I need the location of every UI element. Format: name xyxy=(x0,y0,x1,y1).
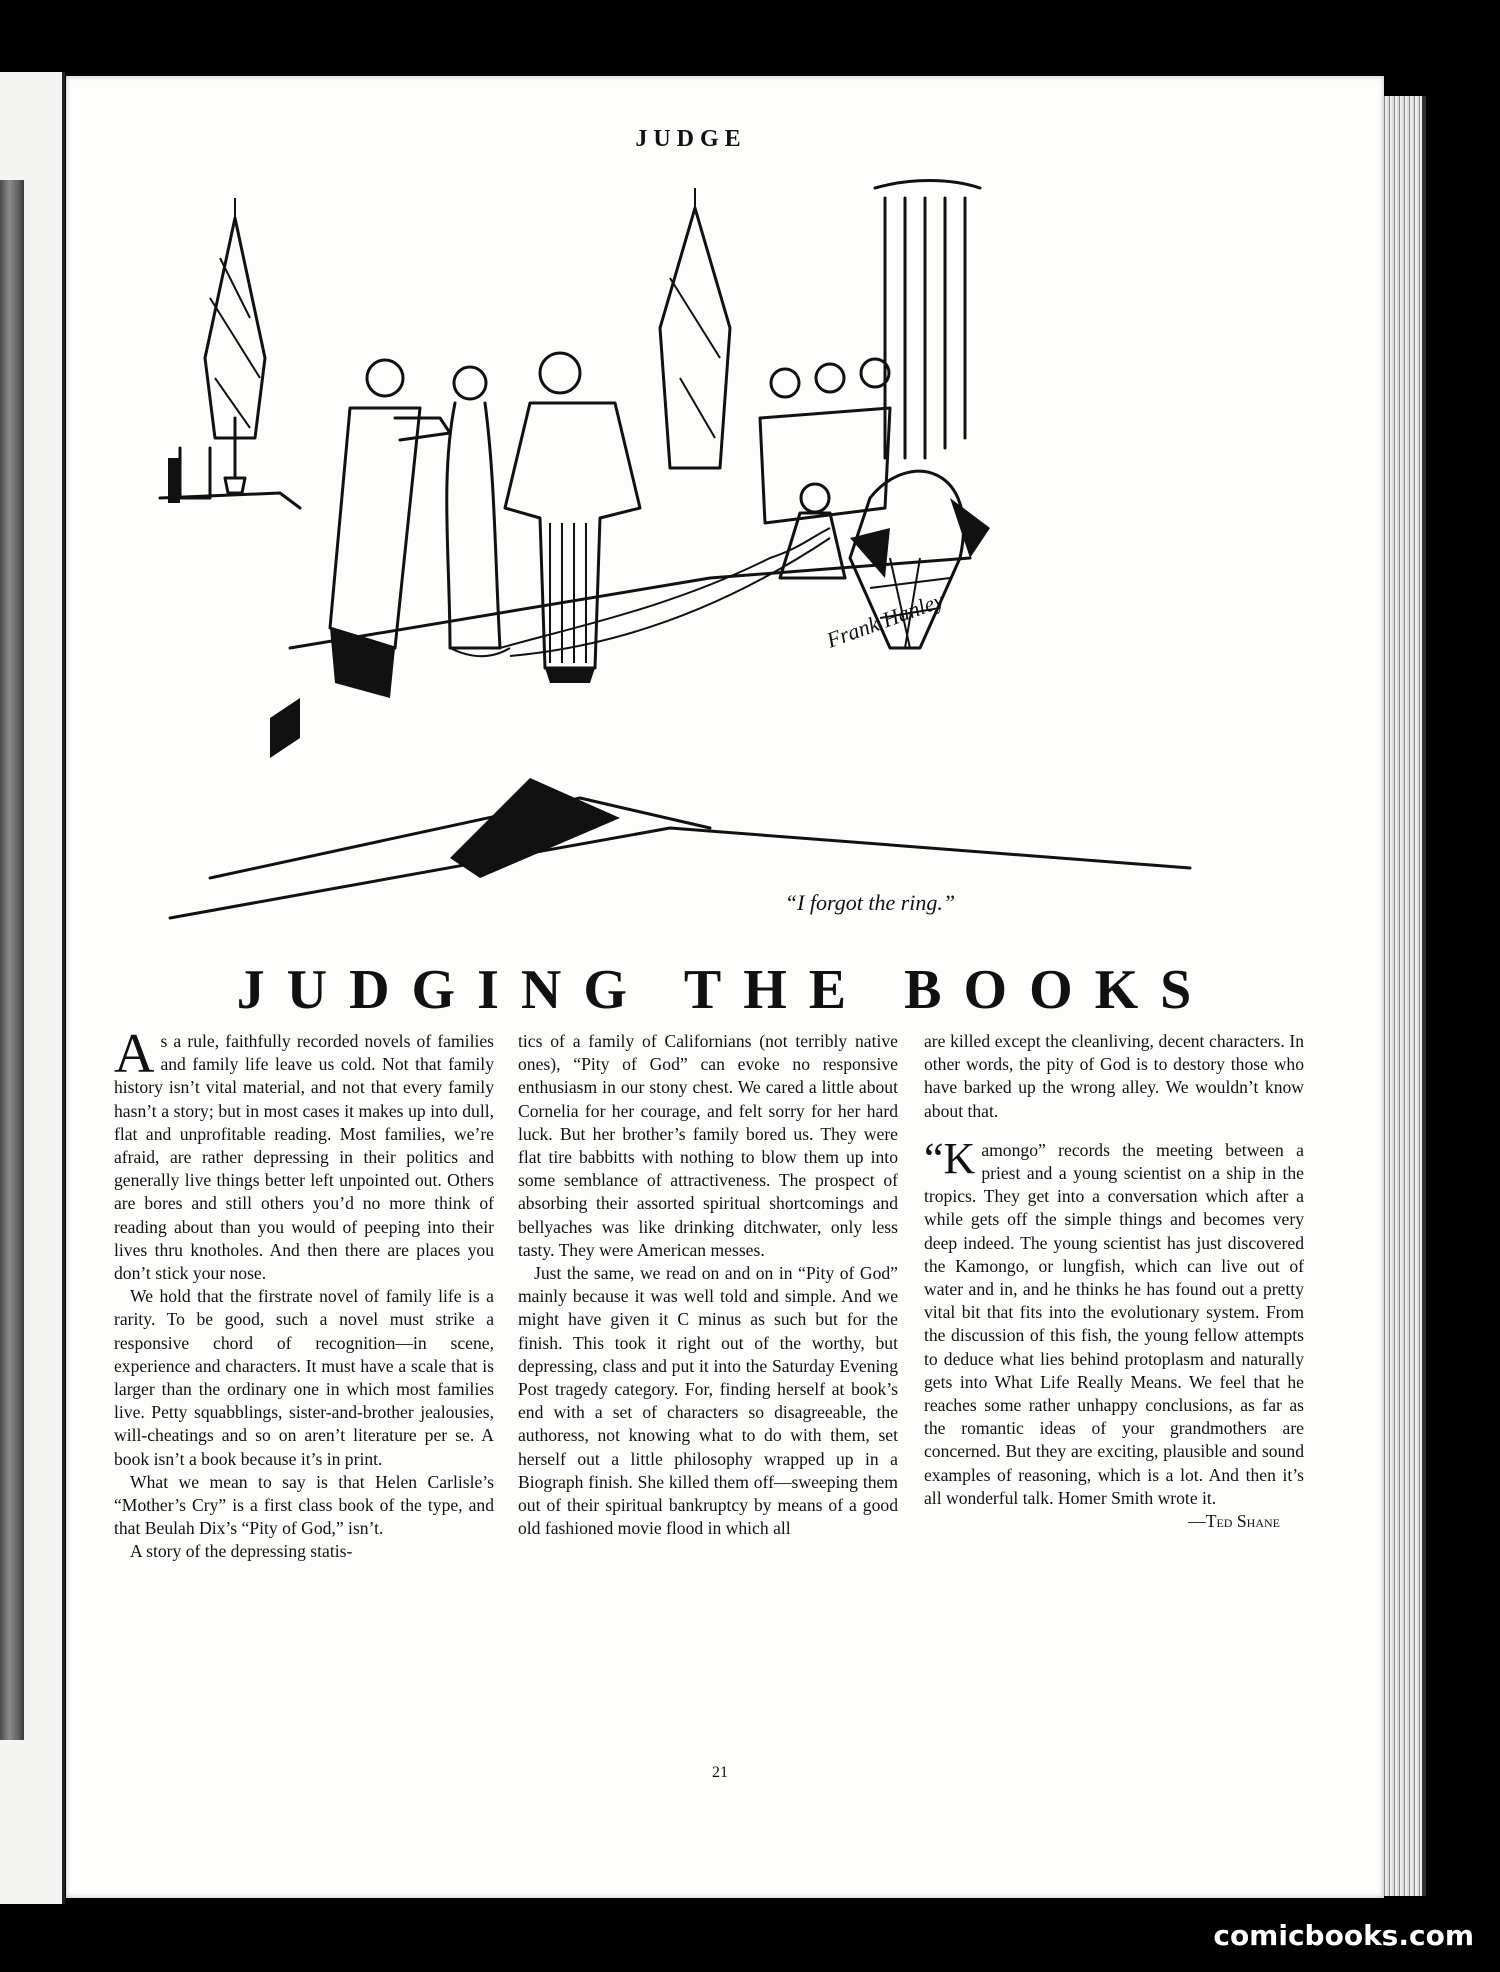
paragraph-text: s a rule, faithfully recorded novels of families and family life leave us cold. Not that family history isn’t vital material, and not that every family hasn’t a story; but in most cases it makes up into dull, flat and unprofitable reading. Most families, we’re afraid, are rather depressing in their politics and generally live things better left unpointed out. Others are bores and still others you’d no more think of reading about than you would of peeping into their lives thru knotholes. And then there are places you don’t stick your nose. xyxy=(114,1031,494,1284)
article-column-3 xyxy=(924,1030,1304,1533)
artist-signature: Frank Hanley xyxy=(823,587,948,653)
byline: —Ted Shane xyxy=(1188,1511,1280,1532)
article-column-1 xyxy=(114,1023,494,1564)
paragraph: tics of a family of Californians (not terribly native ones), “Pity of God” can evoke no responsive enthusiasm in our stony chest. We cared a little about Cornelia for her courage, and felt sorry for her hard luck. But her brother’s family bored us. They were flat tire babbitts with nothing to blow them up into some semblance of attractiveness. The prospect of absorbing their assorted spiritual shortcomings and bellyaches was like drinking ditchwater, only less tasty. They were American messes. xyxy=(518,1031,898,1260)
article-column-2 xyxy=(518,1030,898,1540)
groom-figure xyxy=(505,353,640,683)
altar-platform xyxy=(170,558,1190,918)
page-stack-edge xyxy=(1382,96,1426,1896)
site-watermark: comicbooks.com xyxy=(1213,1919,1474,1952)
wedding-cartoon xyxy=(150,178,1260,950)
running-head: JUDGE xyxy=(635,126,747,152)
paragraph: A story of the depressing statis- xyxy=(130,1541,353,1562)
article-title: JUDGING THE BOOKS xyxy=(236,959,1214,1021)
paragraph: What we mean to say is that Helen Carlisle’s “Mother’s Cry” is a first class book of the type, and that Beulah Dix’s “Pity of God,” isn’t. xyxy=(114,1471,494,1539)
facing-page-photo xyxy=(0,180,24,1740)
right-stained-glass-window xyxy=(660,188,730,468)
paragraph-text: amongo” records the meeting between a priest and a young scientist on a ship in the tropics. They get into a conversation which after a while gets off the simple things and becomes very deep indeed. The young scientist has just discovered the Kamongo, or lungfish, which can live out of water and in, and he thinks he has found out a pretty vital bit that fits into the evolutionary system. From the discussion of this fish, the young fellow attempts to deduce what lies behind protoplasm and naturally gets into What Life Really Means. We feel that he reaches some rather unhappy conclusions, as far as the romantic ideas of your grandmothers are concerned. But they are exciting, plausible and sound examples of reasoning, which is a lot. And then it’s all wonderful talk. Homer Smith wrote it. xyxy=(924,1139,1304,1508)
priest-figure xyxy=(330,360,450,698)
page-number: 21 xyxy=(712,1764,728,1781)
drop-cap: A xyxy=(114,1023,155,1085)
drop-cap: “K xyxy=(924,1133,976,1183)
candle-and-prayer-book xyxy=(160,418,300,508)
paragraph: are killed except the cleanliving, decent characters. In other words, the pity of God is to destory those who have barked up the wrong alley. We wouldn’t know about that. xyxy=(924,1031,1304,1121)
facing-page-edge xyxy=(0,72,65,1904)
left-stained-glass-window xyxy=(205,198,265,438)
paragraph: Just the same, we read on and on in “Pity of God” mainly because it was well told and simple. And we might have given it C minus as such but for the finish. This took it right out of the worthy, but depressing, class and put it into the Saturday Evening Post tragedy category. For, finding herself at book’s end with a set of characters so disagreeable, the authoress, not knowing what to do with them, set herself out a little philosophy wrapped up in a Biograph finish. She killed them off—sweeping them out of their spiritual bankruptcy by means of a good old fashioned movie flood in which all xyxy=(518,1263,898,1539)
cartoon-caption: “I forgot the ring.” xyxy=(784,890,956,915)
paragraph xyxy=(924,1133,1304,1510)
paragraph: We hold that the firstrate novel of family life is a rarity. To be good, such a novel must strike a responsive chord of recognition—in scene, experience and characters. It must have a scale that is larger than the ordinary one in which most families live. Petty squabblings, sister-and-brother jealousies, will-cheatings and so on aren’t literature per se. A book isn’t a book because it’s in print. xyxy=(114,1286,494,1469)
paragraph xyxy=(114,1023,494,1285)
